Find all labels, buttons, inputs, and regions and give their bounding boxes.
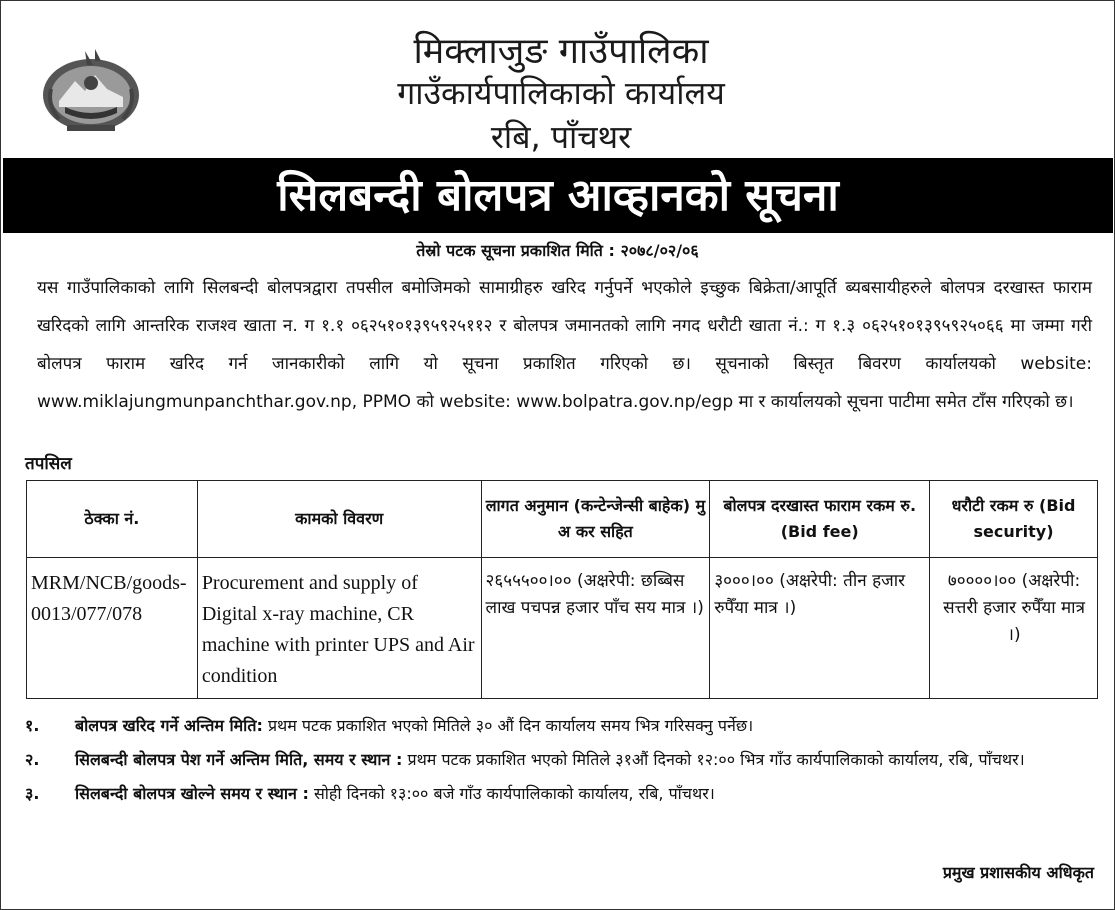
cell-bid-security: ७००००।०० (अक्षरेपी: सत्तरी हजार रुपैँया मात्र ।) [930, 558, 1098, 699]
col-contract-no: ठेक्का नं. [27, 481, 198, 558]
bid-details-table [26, 480, 1098, 699]
note-number: ३. [25, 784, 40, 803]
cell-cost-estimate: २६५५५००।०० (अक्षरेपी: छब्बिस लाख पचपन्न हजार पाँच सय मात्र ।) [481, 558, 710, 699]
list-item [25, 743, 1105, 777]
office-name: गाउँकार्यपालिकाको कार्यालय [397, 74, 725, 112]
cell-bid-fee: ३०००।०० (अक्षरेपी: तीन हजार रुपैँया मात्र ।) [710, 558, 930, 699]
municipality-name: मिक्लाजुङ गाउँपालिका [413, 31, 709, 72]
list-item [25, 777, 1105, 811]
nepal-emblem-icon [37, 45, 145, 137]
col-work-description: कामको विवरण [197, 481, 481, 558]
note-text: प्रथम पटक प्रकाशित भएको मितिले ३० औं दिन कार्यालय समय भित्र गरिसक्नु पर्नेछ। [262, 716, 754, 735]
col-bid-security: धरौटी रकम रु (Bid security) [930, 481, 1098, 558]
note-text: सोही दिनको १३:०० बजे गाँउ कार्यपालिकाको कार्यालय, रबि, पाँचथर। [308, 784, 715, 803]
cell-description: Procurement and supply of Digital x-ray machine, CR machine with printer UPS and Air condition [197, 558, 481, 699]
notice-title-banner: सिलबन्दी बोलपत्र आव्हानको सूचना [3, 158, 1113, 233]
cell-contract-no: MRM/NCB/goods-0013/077/078 [27, 558, 198, 699]
note-label: सिलबन्दी बोलपत्र खोल्ने समय र स्थान : [75, 784, 309, 803]
table-row [27, 558, 1098, 699]
notice-body-text: यस गाउँपालिकाको लागि सिलबन्दी बोलपत्रद्वारा तपसील बमोजिमको सामाग्रीहरु खरिद गर्नुपर्ने भएकोले इच्छुक बिक्रेता/आपूर्ति ब्यबसायीहरुले बोलपत्र दरखास्त फाराम खरिदको लागि आन्तरिक राजश्व खाता न. ग १.१ ०६२५१०१३९५९२५११२ र बोलपत्र जमानतको लागि नगद धरौटी खाता नं.: ग १.३ ०६२५१०१३९५९२५०६६ मा जम्मा गरी बोलपत्र फाराम खरिद गर्न जानकारीको लागि यो सूचना प्रकाशित गरिएको छ। सूचनाको बिस्तृत बिवरण कार्यालयको website: www.miklajungmunpanchthar.gov.np, PPMO को website: www.bolpatra.gov.np/egp मा र कार्यालयको सूचना पाटीमा समेत टाँस गरिएको छ। [37, 278, 1092, 412]
list-item [25, 709, 1105, 743]
col-bid-fee: बोलपत्र दरखास्त फाराम रकम रु.(Bid fee) [710, 481, 930, 558]
office-location: रबि, पाँचथर [490, 118, 632, 156]
details-label: तपसिल [25, 454, 72, 474]
table-header-row [27, 481, 1098, 558]
col-cost-estimate: लागत अनुमान (कन्टेन्जेन्सी बाहेक) मु अ कर सहित [481, 481, 710, 558]
note-number: १. [25, 716, 40, 735]
note-label: बोलपत्र खरिद गर्ने अन्तिम मिति: [75, 716, 263, 735]
note-label: सिलबन्दी बोलपत्र पेश गर्ने अन्तिम मिति, समय र स्थान : [75, 750, 403, 769]
publish-date-line: तेस्रो पटक सूचना प्रकाशित मिति : २०७८/०२/०६ [416, 241, 699, 260]
note-number: २. [25, 750, 40, 769]
signatory-title: प्रमुख प्रशासकीय अधिकृत [942, 863, 1094, 882]
note-text: प्रथम पटक प्रकाशित भएको मितिले ३१औं दिनको १२:०० भित्र गाँउ कार्यपालिकाको कार्यालय, रबि, पाँचथर। [402, 750, 1025, 769]
notes-list [25, 709, 1105, 811]
